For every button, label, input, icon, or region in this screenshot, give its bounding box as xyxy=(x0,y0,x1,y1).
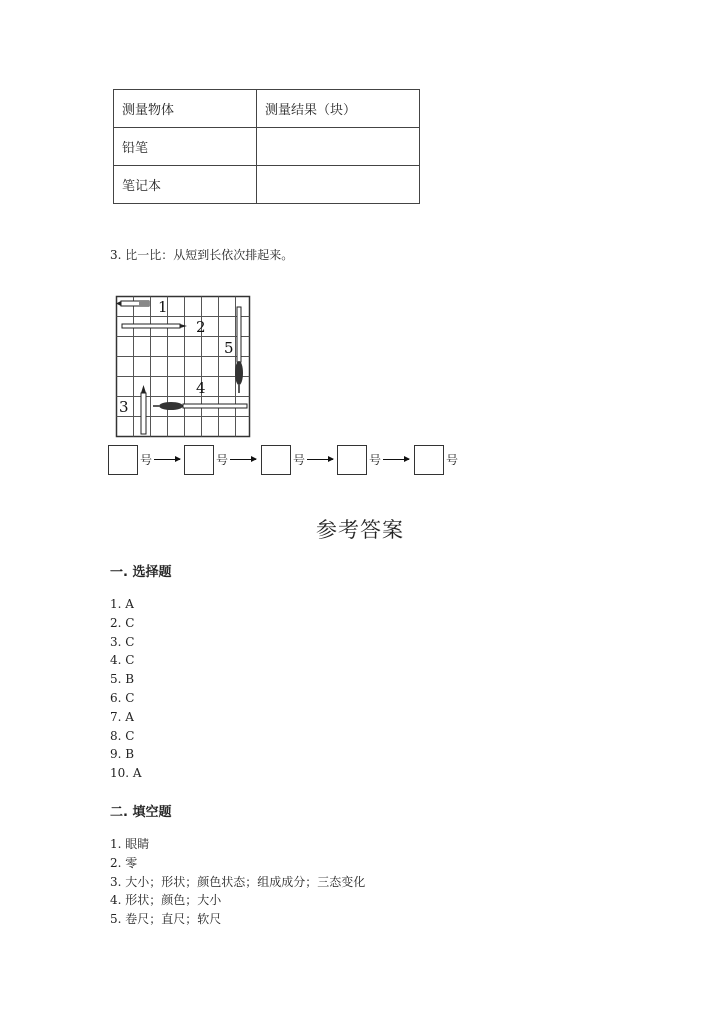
list-item: 4. C xyxy=(110,653,135,668)
list-item: 3. C xyxy=(110,634,135,649)
list-item: 2. C xyxy=(110,615,135,630)
header-cell-object: 测量物体 xyxy=(114,90,257,128)
question-3-text: 3. 比一比：从短到长依次排起来。 xyxy=(110,248,294,262)
hao-label: 号 xyxy=(293,453,306,467)
answer-box-2[interactable] xyxy=(184,445,214,475)
result-cell-notebook xyxy=(257,166,420,204)
arrow-right-icon xyxy=(307,459,333,460)
grid-drawing xyxy=(113,293,253,439)
section-heading-choice: 一. 选择题 xyxy=(110,565,172,580)
table-row xyxy=(114,166,420,204)
list-item: 6. C xyxy=(110,690,135,705)
answer-box-4[interactable] xyxy=(337,445,367,475)
answer-box-3[interactable] xyxy=(261,445,291,475)
list-item: 2. 零 xyxy=(110,855,138,870)
label-5: 5 xyxy=(224,339,234,357)
arrow-right-icon xyxy=(154,459,180,460)
hao-label: 号 xyxy=(216,453,229,467)
ordering-answer-row xyxy=(108,445,468,475)
answers-title: 参考答案 xyxy=(316,518,404,542)
table-header-row xyxy=(114,90,420,128)
arrow-right-icon xyxy=(230,459,256,460)
pencil-grid-figure xyxy=(113,293,253,439)
brush-5 xyxy=(235,307,243,393)
brush-4 xyxy=(153,402,247,410)
label-2: 2 xyxy=(196,318,206,336)
list-item: 7. A xyxy=(110,709,134,724)
answer-box-5[interactable] xyxy=(414,445,444,475)
table-row xyxy=(114,128,420,166)
grid-lines xyxy=(117,297,250,437)
header-cell-result: 测量结果（块） xyxy=(257,90,420,128)
arrow-right-icon xyxy=(383,459,409,460)
result-cell-pencil xyxy=(257,128,420,166)
fill-answers-list xyxy=(110,835,365,929)
measurement-table xyxy=(113,89,420,204)
list-item: 9. B xyxy=(110,747,135,762)
section-heading-fill: 二. 填空题 xyxy=(110,805,172,820)
pencil-2 xyxy=(122,324,187,328)
list-item: 5. B xyxy=(110,672,135,687)
list-item: 10. A xyxy=(110,766,142,781)
list-item: 5. 卷尺；直尺；软尺 xyxy=(110,912,222,927)
hao-label: 号 xyxy=(140,453,153,467)
answer-box-1[interactable] xyxy=(108,445,138,475)
list-item: 4. 形状；颜色；大小 xyxy=(110,893,222,908)
label-3: 3 xyxy=(119,398,129,416)
list-item: 8. C xyxy=(110,728,135,743)
row-label-notebook: 笔记本 xyxy=(114,166,257,204)
list-item: 1. A xyxy=(110,597,134,611)
label-4: 4 xyxy=(196,379,206,397)
pencil-3 xyxy=(141,385,146,434)
list-item: 1. 眼睛 xyxy=(110,837,150,851)
label-1: 1 xyxy=(158,298,168,316)
row-label-pencil: 铅笔 xyxy=(114,128,257,166)
list-item: 3. 大小；形状；颜色状态；组成成分；三态变化 xyxy=(110,874,366,889)
hao-label: 号 xyxy=(446,453,459,467)
pencil-1 xyxy=(116,301,149,306)
choice-answers-list xyxy=(110,595,142,783)
hao-label: 号 xyxy=(369,453,382,467)
